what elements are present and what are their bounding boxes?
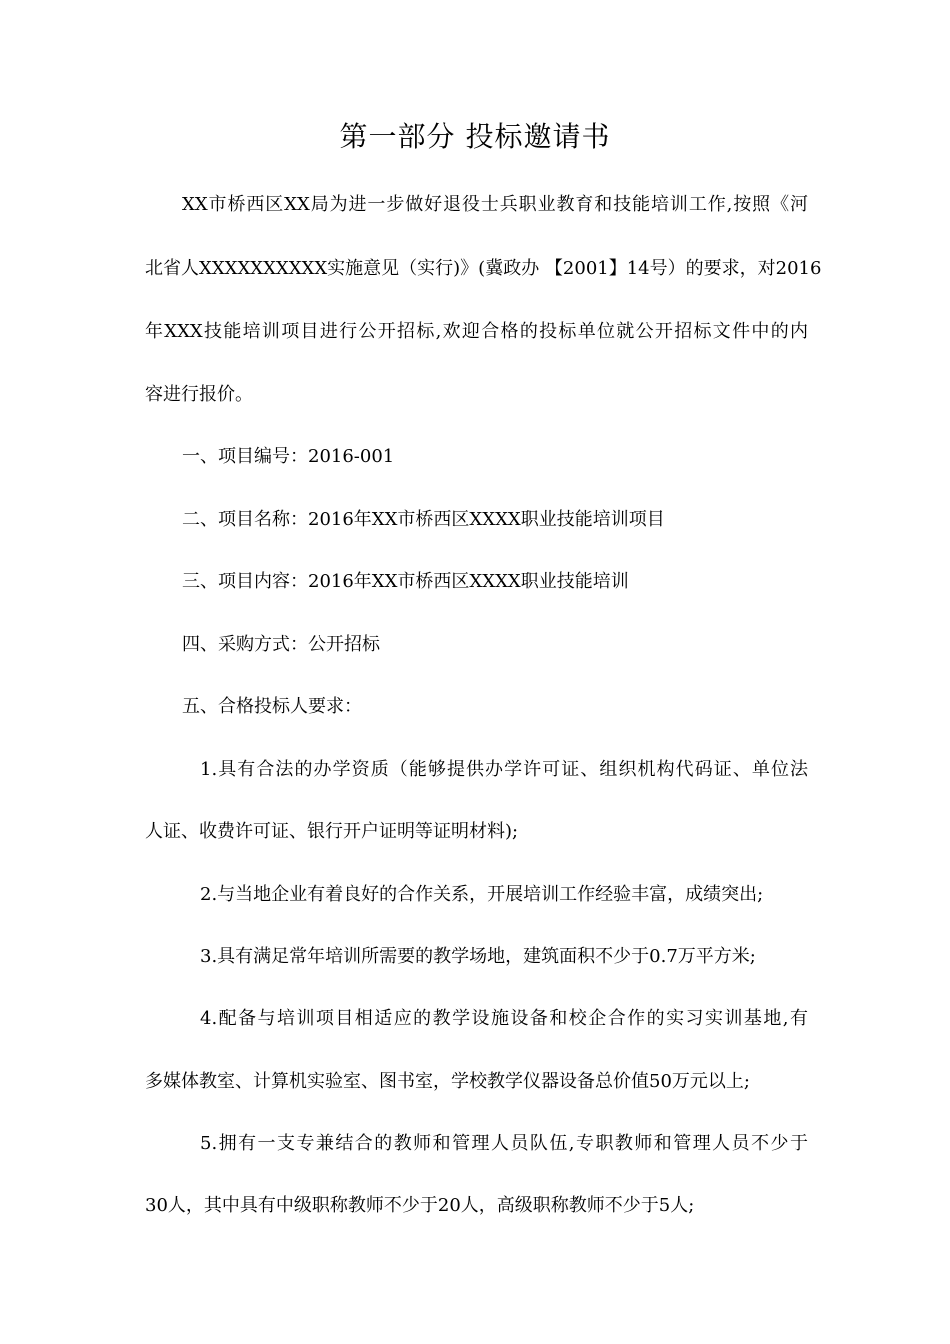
intro-line-2: 北省人XXXXXXXXXX实施意见（实行)》(冀政办 【2001】14号）的要求，对2016 — [145, 258, 822, 279]
procurement-method: 四、采购方式：公开招标 — [182, 634, 380, 655]
requirement-5-line-2: 30人，其中具有中级职称教师不少于20人，高级职称教师不少于5人; — [145, 1195, 695, 1216]
project-number: 一、项目编号：2016-001 — [182, 446, 395, 467]
requirement-4-line-2: 多媒体教室、计算机实验室、图书室，学校教学仪器设备总价值50万元以上; — [145, 1071, 750, 1092]
intro-line-4: 容进行报价。 — [145, 384, 253, 405]
intro-line-1: XX市桥西区XX局为进一步做好退役士兵职业教育和技能培训工作,按照《河 — [182, 194, 808, 215]
project-name: 二、项目名称：2016年XX市桥西区XXXX职业技能培训项目 — [182, 509, 665, 530]
project-content: 三、项目内容：2016年XX市桥西区XXXX职业技能培训 — [182, 571, 629, 592]
document-title: 第一部分 投标邀请书 — [339, 120, 611, 153]
requirement-4-line-1: 4.配备与培训项目相适应的教学设施设备和校企合作的实习实训基地,有 — [200, 1008, 808, 1029]
requirement-2: 2.与当地企业有着良好的合作关系，开展培训工作经验丰富，成绩突出; — [200, 884, 764, 905]
requirement-1-line-2: 人证、收费许可证、银行开户证明等证明材料); — [145, 821, 519, 842]
requirement-3: 3.具有满足常年培训所需要的教学场地，建筑面积不少于0.7万平方米; — [200, 946, 756, 967]
requirement-1-line-1: 1.具有合法的办学资质（能够提供办学许可证、组织机构代码证、单位法 — [200, 759, 808, 780]
bidder-requirements-heading: 五、合格投标人要求： — [182, 696, 362, 717]
requirement-5-line-1: 5.拥有一支专兼结合的教师和管理人员队伍,专职教师和管理人员不少于 — [200, 1133, 808, 1154]
intro-line-3: 年XXX技能培训项目进行公开招标,欢迎合格的投标单位就公开招标文件中的内 — [145, 321, 808, 342]
